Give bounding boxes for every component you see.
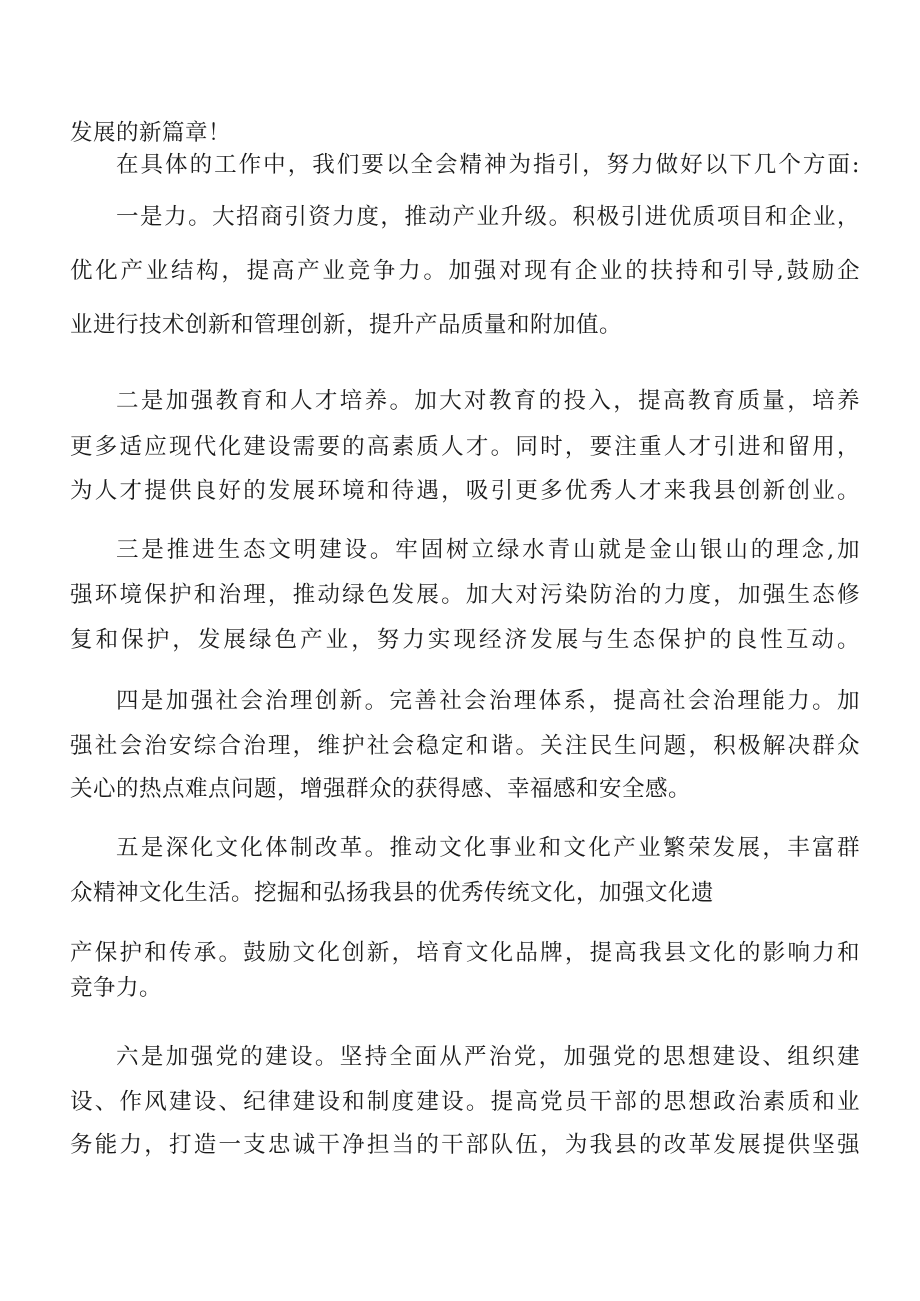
text-line: 关心的热点难点问题，增强群众的获得感、幸福感和安全感。 bbox=[70, 776, 692, 802]
text-line: 众精神文化生活。挖掘和弘扬我县的优秀传统文化，加强文化遗 bbox=[70, 880, 715, 906]
text-line: 复和保护，发展绿色产业，努力实现经济发展与生态保护的良性互动。 bbox=[70, 627, 860, 653]
paragraph-item-3: 三是推进生态文明建设。牢固树立绿水青山就是金山银山的理念,加 bbox=[116, 537, 860, 563]
text-line: 为人才提供良好的发展环境和待遇，吸引更多优秀人才来我县创新创业。 bbox=[70, 478, 860, 504]
paragraph-intro: 在具体的工作中，我们要以全会精神为指引，努力做好以下几个方面: bbox=[116, 152, 860, 178]
paragraph-item-2: 二是加强教育和人才培养。加大对教育的投入，提高教育质量，培养 bbox=[116, 388, 860, 414]
text-line: 更多适应现代化建设需要的高素质人才。同时，要注重人才引进和留用， bbox=[70, 434, 860, 460]
text-line: 产保护和传承。鼓励文化创新，培育文化品牌，提高我县文化的影响力和 bbox=[70, 940, 860, 966]
text-line: 竞争力。 bbox=[70, 975, 163, 1001]
text-line: 业进行技术创新和管理创新，提升产品质量和附加值。 bbox=[70, 312, 623, 338]
paragraph-item-5: 五是深化文化体制改革。推动文化事业和文化产业繁荣发展，丰富群 bbox=[116, 835, 860, 861]
text-line: 优化产业结构，提高产业竞争力。加强对现有企业的扶持和引导,鼓励企 bbox=[70, 258, 860, 284]
text-line: 发展的新篇章！ bbox=[70, 120, 232, 146]
paragraph-item-1: 一是力。大招商引资力度，推动产业升级。积极引进优质项目和企业， bbox=[116, 204, 860, 230]
text-line: 强环境保护和治理，推动绿色发展。加大对污染防治的力度，加强生态修 bbox=[70, 582, 860, 608]
text-line: 务能力，打造一支忠诚干净担当的干部队伍，为我县的改革发展提供坚强 bbox=[70, 1132, 860, 1158]
paragraph-item-6: 六是加强党的建设。坚持全面从严治党，加强党的思想建设、组织建 bbox=[116, 1044, 860, 1070]
text-line: 强社会治安综合治理，维护社会稳定和谐。关注民生问题，积极解决群众 bbox=[70, 733, 860, 759]
text-line: 设、作风建设、纪律建设和制度建设。提高党员干部的思想政治素质和业 bbox=[70, 1089, 860, 1115]
paragraph-item-4: 四是加强社会治理创新。完善社会治理体系，提高社会治理能力。加 bbox=[116, 688, 860, 714]
